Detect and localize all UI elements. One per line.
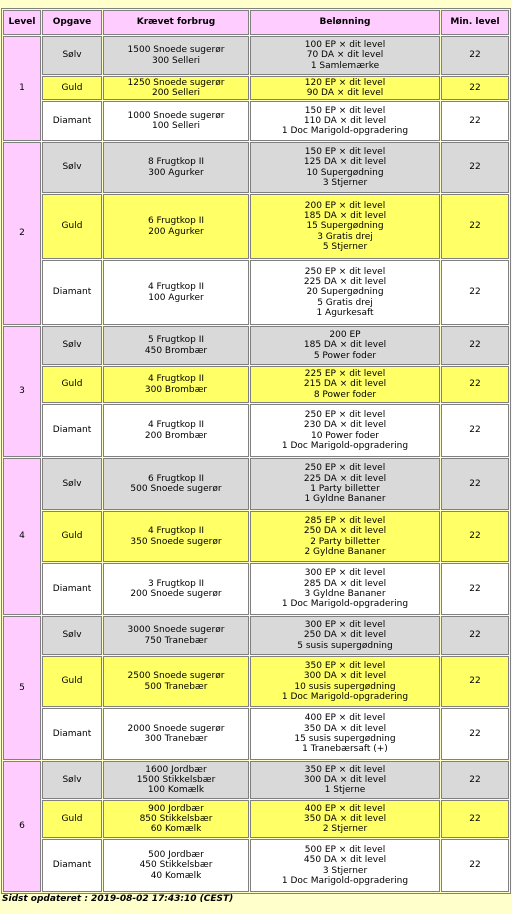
reward-cell: 225 EP × dit level 215 DA × dit level 8 Power foder bbox=[250, 366, 440, 403]
header-reward: Belønning bbox=[250, 10, 440, 35]
task-cell: Sølv bbox=[42, 616, 102, 655]
required-cell: 6 Frugtkop II 200 Agurker bbox=[103, 194, 249, 259]
task-cell: Diamant bbox=[42, 101, 102, 141]
min-level-cell: 22 bbox=[441, 458, 509, 510]
reward-cell: 250 EP × dit level 225 DA × dit level 20 Supergødning 5 Gratis drej 1 Agurkesaft bbox=[250, 260, 440, 325]
required-cell: 4 Frugtkop II 100 Agurker bbox=[103, 260, 249, 325]
reward-cell: 500 EP × dit level 450 DA × dit level 3 Stjerner 1 Doc Marigold-opgradering bbox=[250, 839, 440, 892]
reward-cell: 300 EP × dit level 250 DA × dit level 5 susis supergødning bbox=[250, 616, 440, 655]
min-level-cell: 22 bbox=[441, 656, 509, 707]
required-cell: 900 Jordbær 850 Stikkelsbær 60 Komælk bbox=[103, 800, 249, 838]
reward-cell: 250 EP × dit level 225 DA × dit level 1 Party billetter 1 Gyldne Bananer bbox=[250, 458, 440, 510]
required-cell: 5 Frugtkop II 450 Brombær bbox=[103, 326, 249, 365]
required-cell: 1500 Snoede sugerør 300 Selleri bbox=[103, 36, 249, 75]
reward-cell: 150 EP × dit level 125 DA × dit level 10 Supergødning 3 Stjerner bbox=[250, 142, 440, 193]
min-level-cell: 22 bbox=[441, 76, 509, 100]
reward-cell: 300 EP × dit level 285 DA × dit level 3 Gyldne Bananer 1 Doc Marigold-opgradering bbox=[250, 563, 440, 615]
task-cell: Diamant bbox=[42, 708, 102, 760]
table-row bbox=[3, 800, 509, 838]
task-cell: Diamant bbox=[42, 839, 102, 892]
reward-cell: 100 EP × dit level 70 DA × dit level 1 Samlemærke bbox=[250, 36, 440, 75]
table-row bbox=[3, 142, 509, 193]
min-level-cell: 22 bbox=[441, 616, 509, 655]
reward-cell: 400 EP × dit level 350 DA × dit level 2 Stjerner bbox=[250, 800, 440, 838]
header-level: Level bbox=[3, 10, 41, 35]
level-cell: 3 bbox=[3, 326, 41, 457]
min-level-cell: 22 bbox=[441, 326, 509, 365]
table-row bbox=[3, 656, 509, 707]
task-cell: Diamant bbox=[42, 260, 102, 325]
header-min-level: Min. level bbox=[441, 10, 509, 35]
min-level-cell: 22 bbox=[441, 366, 509, 403]
table-row bbox=[3, 366, 509, 403]
task-cell: Diamant bbox=[42, 563, 102, 615]
level-cell: 5 bbox=[3, 616, 41, 760]
table-row bbox=[3, 708, 509, 760]
min-level-cell: 22 bbox=[441, 761, 509, 799]
reward-cell: 200 EP 185 DA × dit level 5 Power foder bbox=[250, 326, 440, 365]
min-level-cell: 22 bbox=[441, 800, 509, 838]
reward-cell: 120 EP × dit level 90 DA × dit level bbox=[250, 76, 440, 100]
min-level-cell: 22 bbox=[441, 260, 509, 325]
level-cell: 1 bbox=[3, 36, 41, 141]
required-cell: 3 Frugtkop II 200 Snoede sugerør bbox=[103, 563, 249, 615]
table-row bbox=[3, 101, 509, 141]
task-cell: Guld bbox=[42, 511, 102, 562]
reward-cell: 350 EP × dit level 300 DA × dit level 1 Stjerne bbox=[250, 761, 440, 799]
task-cell: Guld bbox=[42, 366, 102, 403]
table-row bbox=[3, 458, 509, 510]
reward-cell: 350 EP × dit level 300 DA × dit level 10 susis supergødning 1 Doc Marigold-opgradering bbox=[250, 656, 440, 707]
table-row bbox=[3, 404, 509, 457]
reward-cell: 400 EP × dit level 350 DA × dit level 15 susis supergødning 1 Tranebærsaft (+) bbox=[250, 708, 440, 760]
table-row bbox=[3, 194, 509, 259]
min-level-cell: 22 bbox=[441, 101, 509, 141]
min-level-cell: 22 bbox=[441, 36, 509, 75]
table-row bbox=[3, 616, 509, 655]
table-row bbox=[3, 839, 509, 892]
task-cell: Sølv bbox=[42, 36, 102, 75]
level-cell: 6 bbox=[3, 761, 41, 892]
table-row bbox=[3, 76, 509, 100]
task-cell: Sølv bbox=[42, 326, 102, 365]
table-row bbox=[3, 326, 509, 365]
last-updated-text: Sidst opdateret : 2019-08-02 17:43:10 (CEST) bbox=[2, 894, 234, 904]
required-cell: 1600 Jordbær 1500 Stikkelsbær 100 Komælk bbox=[103, 761, 249, 799]
table-row bbox=[3, 260, 509, 325]
required-cell: 4 Frugtkop II 200 Brombær bbox=[103, 404, 249, 457]
required-cell: 500 Jordbær 450 Stikkelsbær 40 Komælk bbox=[103, 839, 249, 892]
min-level-cell: 22 bbox=[441, 839, 509, 892]
required-cell: 4 Frugtkop II 350 Snoede sugerør bbox=[103, 511, 249, 562]
task-cell: Guld bbox=[42, 800, 102, 838]
header-row bbox=[3, 10, 509, 35]
required-cell: 2000 Snoede sugerør 300 Tranebær bbox=[103, 708, 249, 760]
reward-cell: 200 EP × dit level 185 DA × dit level 15 Supergødning 3 Gratis drej 5 Stjerner bbox=[250, 194, 440, 259]
task-cell: Sølv bbox=[42, 458, 102, 510]
min-level-cell: 22 bbox=[441, 563, 509, 615]
min-level-cell: 22 bbox=[441, 142, 509, 193]
reward-cell: 285 EP × dit level 250 DA × dit level 2 Party billetter 2 Gyldne Bananer bbox=[250, 511, 440, 562]
min-level-cell: 22 bbox=[441, 404, 509, 457]
table-row bbox=[3, 761, 509, 799]
task-cell: Guld bbox=[42, 76, 102, 100]
rewards-table bbox=[1, 8, 511, 894]
task-cell: Sølv bbox=[42, 142, 102, 193]
reward-cell: 150 EP × dit level 110 DA × dit level 1 Doc Marigold-opgradering bbox=[250, 101, 440, 141]
min-level-cell: 22 bbox=[441, 511, 509, 562]
header-required: Krævet forbrug bbox=[103, 10, 249, 35]
required-cell: 3000 Snoede sugerør 750 Tranebær bbox=[103, 616, 249, 655]
table-row bbox=[3, 36, 509, 75]
table-row bbox=[3, 563, 509, 615]
table-row bbox=[3, 511, 509, 562]
level-cell: 4 bbox=[3, 458, 41, 615]
task-cell: Diamant bbox=[42, 404, 102, 457]
level-cell: 2 bbox=[3, 142, 41, 325]
required-cell: 4 Frugtkop II 300 Brombær bbox=[103, 366, 249, 403]
min-level-cell: 22 bbox=[441, 708, 509, 760]
task-cell: Guld bbox=[42, 656, 102, 707]
task-cell: Sølv bbox=[42, 761, 102, 799]
header-task: Opgave bbox=[42, 10, 102, 35]
required-cell: 1000 Snoede sugerør 100 Selleri bbox=[103, 101, 249, 141]
required-cell: 6 Frugtkop II 500 Snoede sugerør bbox=[103, 458, 249, 510]
required-cell: 2500 Snoede sugerør 500 Tranebær bbox=[103, 656, 249, 707]
min-level-cell: 22 bbox=[441, 194, 509, 259]
reward-cell: 250 EP × dit level 230 DA × dit level 10 Power foder 1 Doc Marigold-opgradering bbox=[250, 404, 440, 457]
task-cell: Guld bbox=[42, 194, 102, 259]
required-cell: 8 Frugtkop II 300 Agurker bbox=[103, 142, 249, 193]
required-cell: 1250 Snoede sugerør 200 Selleri bbox=[103, 76, 249, 100]
